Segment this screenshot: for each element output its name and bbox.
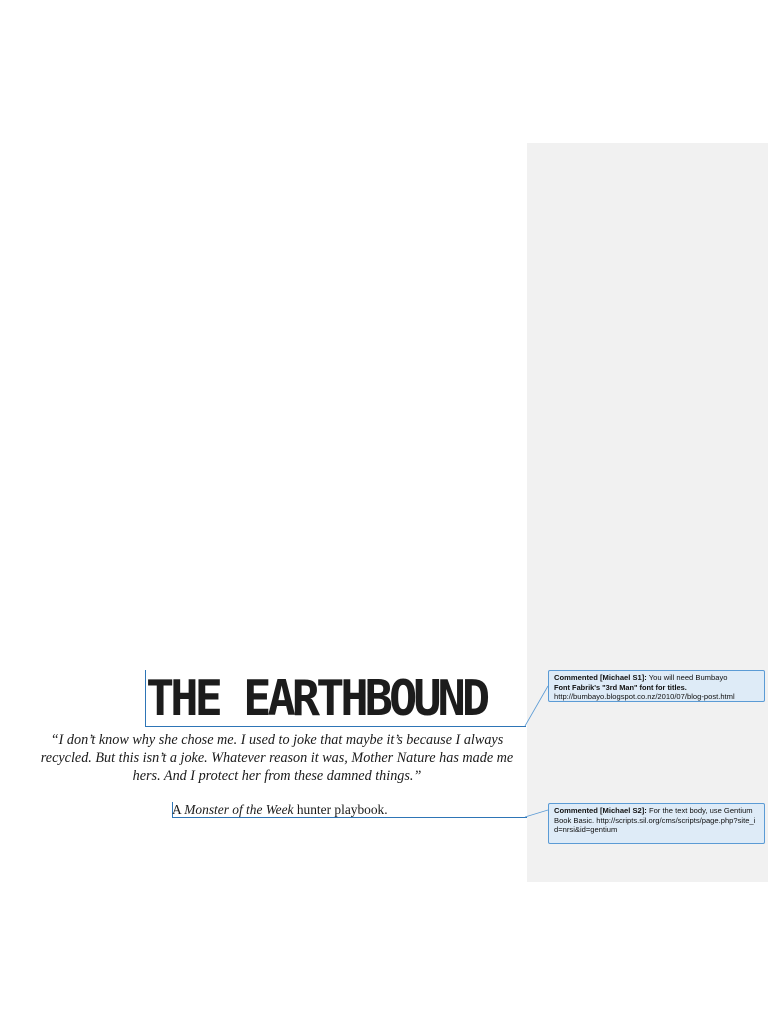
subtitle-suffix: hunter playbook. <box>293 802 388 817</box>
comment-1-url[interactable]: http://bumbayo.blogspot.co.nz/2010/07/blog-post.html <box>554 692 735 701</box>
document-title[interactable]: THE EARTHBOUND <box>146 670 487 728</box>
subtitle-prefix: A <box>172 802 185 817</box>
comment-2-connector <box>525 810 548 817</box>
comment-2-text: For the text body, use Gentium Book Basic. <box>554 806 753 825</box>
epigraph-quote[interactable]: “I don’t know why she chose me. I used to joke that maybe it’s because I always recycled. But this isn’t a joke. Whatever reason it was, Mother Nature has made me hers. And I protect her from these damned things.” <box>40 732 514 784</box>
comment-1-text: You will need Bumbayo <box>646 673 728 682</box>
comment-1-connector <box>525 686 548 726</box>
subtitle-italic: Monster of the Week <box>184 802 294 817</box>
comment-balloon-2[interactable] <box>548 803 765 844</box>
comment-2-author: Commented [Michael S2]: <box>554 806 647 815</box>
comment-1-author: Commented [Michael S1]: <box>554 673 647 682</box>
comment-2-url[interactable]: http://scripts.sil.org/cms/scripts/page.php?site_id=nrsi&id=gentium <box>554 815 756 834</box>
comment-balloon-1[interactable] <box>548 670 765 702</box>
comment-1-font-line: Font Fabrik's "3rd Man" font for titles. <box>554 682 687 692</box>
